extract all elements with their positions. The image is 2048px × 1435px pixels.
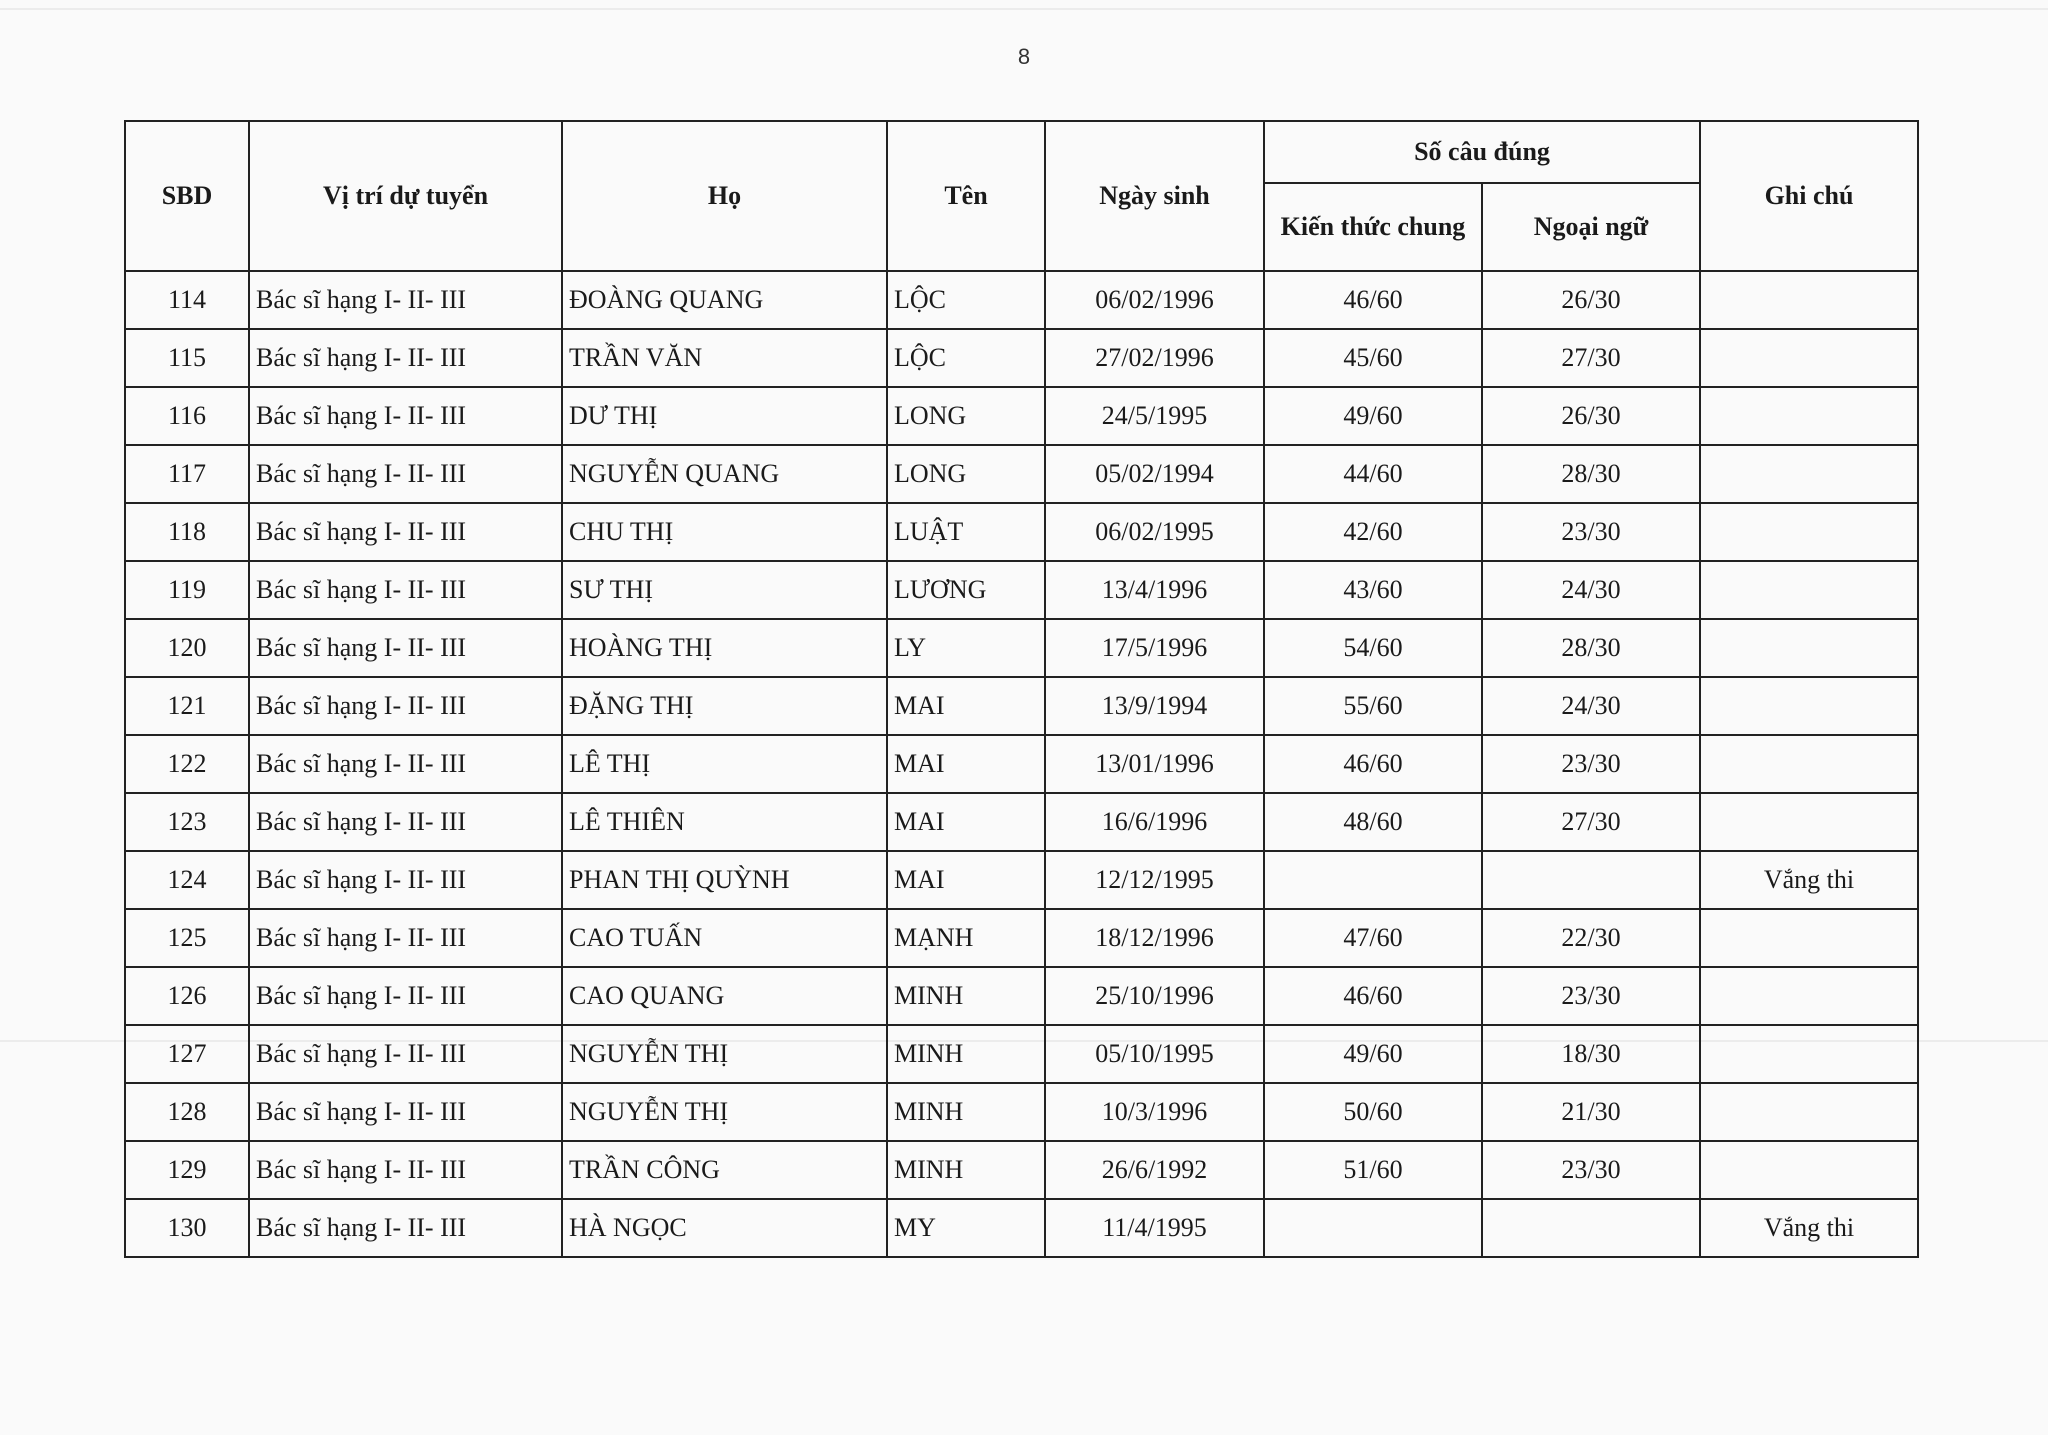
cell-first-name: MAI: [887, 677, 1045, 735]
table-row: [125, 1025, 1918, 1083]
cell-general-knowledge: 46/60: [1264, 967, 1482, 1025]
cell-general-knowledge: [1264, 1199, 1482, 1257]
cell-first-name: LỘC: [887, 271, 1045, 329]
cell-position: Bác sĩ hạng I- II- III: [249, 329, 562, 387]
cell-sbd: 130: [125, 1199, 249, 1257]
cell-last-name: PHAN THỊ QUỲNH: [562, 851, 887, 909]
cell-note: [1700, 735, 1918, 793]
table-row: [125, 793, 1918, 851]
cell-dob: 13/01/1996: [1045, 735, 1264, 793]
cell-general-knowledge: 44/60: [1264, 445, 1482, 503]
cell-dob: 10/3/1996: [1045, 1083, 1264, 1141]
cell-note: [1700, 561, 1918, 619]
cell-last-name: ĐẶNG THỊ: [562, 677, 887, 735]
cell-dob: 05/02/1994: [1045, 445, 1264, 503]
cell-foreign-language: 23/30: [1482, 735, 1700, 793]
cell-position: Bác sĩ hạng I- II- III: [249, 271, 562, 329]
cell-dob: 18/12/1996: [1045, 909, 1264, 967]
cell-sbd: 122: [125, 735, 249, 793]
cell-foreign-language: 26/30: [1482, 271, 1700, 329]
cell-foreign-language: [1482, 1199, 1700, 1257]
header-note: Ghi chú: [1700, 121, 1918, 271]
table-row: [125, 387, 1918, 445]
cell-dob: 27/02/1996: [1045, 329, 1264, 387]
table-header: [125, 121, 1918, 271]
table-row: [125, 1141, 1918, 1199]
scan-artifact-line: [0, 8, 2048, 10]
cell-general-knowledge: 49/60: [1264, 387, 1482, 445]
cell-general-knowledge: 54/60: [1264, 619, 1482, 677]
cell-first-name: MY: [887, 1199, 1045, 1257]
table-row: [125, 677, 1918, 735]
cell-first-name: MINH: [887, 1083, 1045, 1141]
cell-dob: 05/10/1995: [1045, 1025, 1264, 1083]
cell-first-name: MINH: [887, 967, 1045, 1025]
cell-position: Bác sĩ hạng I- II- III: [249, 909, 562, 967]
cell-sbd: 129: [125, 1141, 249, 1199]
cell-foreign-language: 24/30: [1482, 677, 1700, 735]
header-correct-answers: Số câu đúng: [1264, 121, 1700, 183]
table-row: [125, 503, 1918, 561]
page-number: 8: [1017, 44, 1031, 69]
cell-first-name: LỘC: [887, 329, 1045, 387]
cell-position: Bác sĩ hạng I- II- III: [249, 1025, 562, 1083]
cell-last-name: SƯ THỊ: [562, 561, 887, 619]
table-row: [125, 1083, 1918, 1141]
cell-last-name: NGUYỄN THỊ: [562, 1083, 887, 1141]
cell-position: Bác sĩ hạng I- II- III: [249, 793, 562, 851]
cell-note: [1700, 793, 1918, 851]
table-row: [125, 735, 1918, 793]
table-row: [125, 1199, 1918, 1257]
cell-dob: 26/6/1992: [1045, 1141, 1264, 1199]
cell-first-name: MAI: [887, 851, 1045, 909]
cell-sbd: 118: [125, 503, 249, 561]
cell-note: [1700, 445, 1918, 503]
cell-note: Vắng thi: [1700, 851, 1918, 909]
cell-dob: 24/5/1995: [1045, 387, 1264, 445]
cell-position: Bác sĩ hạng I- II- III: [249, 503, 562, 561]
cell-note: [1700, 967, 1918, 1025]
cell-first-name: LONG: [887, 445, 1045, 503]
cell-dob: 06/02/1996: [1045, 271, 1264, 329]
cell-general-knowledge: 55/60: [1264, 677, 1482, 735]
cell-note: [1700, 1083, 1918, 1141]
cell-foreign-language: 27/30: [1482, 329, 1700, 387]
cell-sbd: 124: [125, 851, 249, 909]
cell-last-name: LÊ THỊ: [562, 735, 887, 793]
cell-dob: 13/4/1996: [1045, 561, 1264, 619]
table-row: [125, 851, 1918, 909]
cell-sbd: 128: [125, 1083, 249, 1141]
cell-first-name: LƯƠNG: [887, 561, 1045, 619]
cell-sbd: 115: [125, 329, 249, 387]
cell-last-name: HÀ NGỌC: [562, 1199, 887, 1257]
cell-position: Bác sĩ hạng I- II- III: [249, 851, 562, 909]
cell-dob: 12/12/1995: [1045, 851, 1264, 909]
cell-position: Bác sĩ hạng I- II- III: [249, 967, 562, 1025]
cell-first-name: LUẬT: [887, 503, 1045, 561]
cell-sbd: 117: [125, 445, 249, 503]
cell-note: [1700, 271, 1918, 329]
cell-foreign-language: 26/30: [1482, 387, 1700, 445]
cell-general-knowledge: 47/60: [1264, 909, 1482, 967]
cell-note: [1700, 1025, 1918, 1083]
cell-first-name: LY: [887, 619, 1045, 677]
cell-last-name: ĐOÀNG QUANG: [562, 271, 887, 329]
cell-note: [1700, 677, 1918, 735]
cell-first-name: MINH: [887, 1025, 1045, 1083]
table-row: [125, 561, 1918, 619]
table-row: [125, 909, 1918, 967]
cell-position: Bác sĩ hạng I- II- III: [249, 677, 562, 735]
cell-note: [1700, 329, 1918, 387]
cell-last-name: TRẦN CÔNG: [562, 1141, 887, 1199]
cell-general-knowledge: 46/60: [1264, 271, 1482, 329]
cell-first-name: MINH: [887, 1141, 1045, 1199]
cell-foreign-language: 28/30: [1482, 619, 1700, 677]
cell-dob: 25/10/1996: [1045, 967, 1264, 1025]
cell-sbd: 114: [125, 271, 249, 329]
cell-sbd: 120: [125, 619, 249, 677]
cell-dob: 11/4/1995: [1045, 1199, 1264, 1257]
cell-sbd: 119: [125, 561, 249, 619]
cell-foreign-language: 18/30: [1482, 1025, 1700, 1083]
cell-note: [1700, 1141, 1918, 1199]
cell-general-knowledge: 50/60: [1264, 1083, 1482, 1141]
cell-dob: 06/02/1995: [1045, 503, 1264, 561]
cell-general-knowledge: 42/60: [1264, 503, 1482, 561]
cell-general-knowledge: [1264, 851, 1482, 909]
cell-foreign-language: 23/30: [1482, 1141, 1700, 1199]
cell-last-name: CHU THỊ: [562, 503, 887, 561]
cell-position: Bác sĩ hạng I- II- III: [249, 1141, 562, 1199]
cell-dob: 13/9/1994: [1045, 677, 1264, 735]
cell-note: [1700, 503, 1918, 561]
cell-general-knowledge: 45/60: [1264, 329, 1482, 387]
cell-foreign-language: 24/30: [1482, 561, 1700, 619]
table-row: [125, 619, 1918, 677]
cell-general-knowledge: 49/60: [1264, 1025, 1482, 1083]
cell-note: Vắng thi: [1700, 1199, 1918, 1257]
cell-first-name: MẠNH: [887, 909, 1045, 967]
cell-foreign-language: 23/30: [1482, 503, 1700, 561]
cell-position: Bác sĩ hạng I- II- III: [249, 619, 562, 677]
cell-last-name: TRẦN VĂN: [562, 329, 887, 387]
table-row: [125, 329, 1918, 387]
cell-general-knowledge: 46/60: [1264, 735, 1482, 793]
cell-last-name: CAO TUẤN: [562, 909, 887, 967]
table-body: [125, 271, 1918, 1257]
cell-sbd: 126: [125, 967, 249, 1025]
cell-note: [1700, 619, 1918, 677]
cell-last-name: NGUYỄN THỊ: [562, 1025, 887, 1083]
cell-foreign-language: 22/30: [1482, 909, 1700, 967]
cell-last-name: HOÀNG THỊ: [562, 619, 887, 677]
cell-position: Bác sĩ hạng I- II- III: [249, 1199, 562, 1257]
cell-sbd: 127: [125, 1025, 249, 1083]
exam-results-table: [124, 120, 1919, 1258]
cell-position: Bác sĩ hạng I- II- III: [249, 387, 562, 445]
cell-position: Bác sĩ hạng I- II- III: [249, 561, 562, 619]
cell-general-knowledge: 51/60: [1264, 1141, 1482, 1199]
cell-first-name: MAI: [887, 735, 1045, 793]
header-general-knowledge: Kiến thức chung: [1264, 183, 1482, 271]
cell-note: [1700, 909, 1918, 967]
cell-first-name: LONG: [887, 387, 1045, 445]
header-sbd: SBD: [125, 121, 249, 271]
header-position: Vị trí dự tuyển: [249, 121, 562, 271]
cell-foreign-language: 21/30: [1482, 1083, 1700, 1141]
cell-dob: 16/6/1996: [1045, 793, 1264, 851]
cell-note: [1700, 387, 1918, 445]
cell-sbd: 116: [125, 387, 249, 445]
cell-general-knowledge: 48/60: [1264, 793, 1482, 851]
cell-sbd: 121: [125, 677, 249, 735]
cell-sbd: 123: [125, 793, 249, 851]
cell-last-name: DƯ THỊ: [562, 387, 887, 445]
header-row: [125, 121, 1918, 183]
header-last-name: Họ: [562, 121, 887, 271]
cell-foreign-language: 27/30: [1482, 793, 1700, 851]
table-row: [125, 967, 1918, 1025]
cell-general-knowledge: 43/60: [1264, 561, 1482, 619]
cell-sbd: 125: [125, 909, 249, 967]
header-first-name: Tên: [887, 121, 1045, 271]
cell-foreign-language: 28/30: [1482, 445, 1700, 503]
cell-foreign-language: 23/30: [1482, 967, 1700, 1025]
cell-last-name: LÊ THIÊN: [562, 793, 887, 851]
cell-first-name: MAI: [887, 793, 1045, 851]
cell-position: Bác sĩ hạng I- II- III: [249, 735, 562, 793]
cell-last-name: CAO QUANG: [562, 967, 887, 1025]
header-foreign-language: Ngoại ngữ: [1482, 183, 1700, 271]
cell-position: Bác sĩ hạng I- II- III: [249, 445, 562, 503]
table-row: [125, 445, 1918, 503]
cell-last-name: NGUYỄN QUANG: [562, 445, 887, 503]
header-dob: Ngày sinh: [1045, 121, 1264, 271]
cell-position: Bác sĩ hạng I- II- III: [249, 1083, 562, 1141]
cell-foreign-language: [1482, 851, 1700, 909]
cell-dob: 17/5/1996: [1045, 619, 1264, 677]
table-row: [125, 271, 1918, 329]
